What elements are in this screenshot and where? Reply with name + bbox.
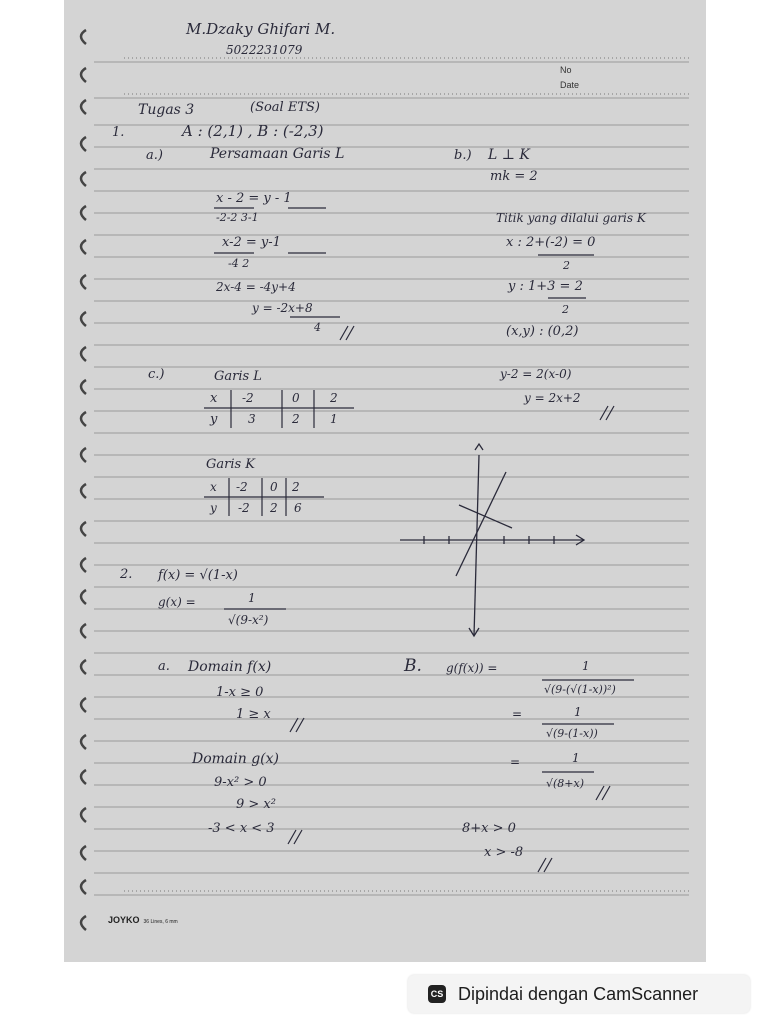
garis-k-x-2: 0 [270, 480, 278, 494]
garis-l-y-label: y [210, 412, 218, 427]
garis-k-x-3: 2 [292, 480, 300, 494]
notebook-page [64, 0, 706, 962]
q2b-step-8: √(8+x) [546, 777, 585, 790]
garis-l-y-3: 1 [330, 412, 338, 426]
garis-k-y-2: 2 [270, 501, 278, 515]
garis-k-title: Garis K [206, 457, 256, 472]
q1a-step-3: x-2 = y-1 [222, 235, 281, 250]
q1-points: A : (2,1) , B : (-2,3) [182, 122, 324, 140]
q1b-mk: mk = 2 [490, 169, 538, 184]
q2b-step-1: 1 [582, 659, 590, 673]
camscanner-text: Dipindai dengan CamScanner [458, 984, 699, 1004]
garis-l-x-1: -2 [242, 391, 254, 405]
q1a-step-2: -2-2 3-1 [216, 211, 259, 224]
q2b-step-7: 1 [572, 751, 580, 765]
q1a-step-6: y = -2x+8 [252, 301, 313, 315]
domain-g-title: Domain g(x) [192, 751, 280, 767]
q1b-step-5: (x,y) : (0,2) [506, 324, 579, 339]
camscanner-icon: CS [428, 985, 446, 1003]
q1a-step-1: x - 2 = y - 1 [216, 191, 292, 206]
q2a-title: Domain f(x) [188, 659, 272, 675]
garis-l-y-2: 2 [292, 412, 300, 426]
q2-g-left: g(x) = [158, 595, 196, 609]
q1b-step-7: y = 2x+2 [524, 391, 581, 405]
spiral-binding [81, 30, 86, 930]
q2-number: 2. [120, 567, 133, 582]
q2-g-bottom: √(9-x²) [228, 613, 269, 627]
graph-sketch [400, 444, 584, 636]
q1a-step-4: -4 2 [228, 257, 250, 270]
q2b-step-6: = [510, 755, 521, 769]
q1b-step-4: 2 [562, 303, 569, 316]
student-nrp: 5022231079 [226, 43, 303, 57]
q1b-label: b.) [454, 148, 472, 163]
garis-k-y-3: 6 [294, 501, 302, 515]
domain-g-step-3: -3 < x < 3 [208, 821, 275, 836]
notebook-brand [108, 910, 178, 928]
student-name: M.Dzaky Ghifari M. [186, 20, 336, 38]
q1c-label: c.) [148, 367, 165, 382]
q1b-titik: Titik yang dilalui garis K [496, 211, 646, 225]
q2b-lhs: g(f(x)) = [446, 661, 498, 675]
q2a-step-1: 1-x ≥ 0 [216, 685, 264, 700]
garis-k-x-1: -2 [236, 480, 248, 494]
q2b-label: B. [404, 656, 422, 676]
ruled-lines [64, 0, 706, 962]
date-label: Date [560, 80, 580, 90]
q1a-title: Persamaan Garis L [210, 146, 345, 162]
q1b-title: L ⊥ K [488, 147, 530, 163]
q2a-label: a. [158, 659, 170, 674]
tugas-title: Tugas 3 [138, 102, 195, 118]
q2b-ineq-1: 8+x > 0 [462, 821, 516, 836]
garis-l-y-1: 3 [248, 412, 256, 426]
q1b-step-6: y-2 = 2(x-0) [500, 367, 572, 381]
garis-l-x-label: x [210, 391, 218, 406]
brand-spec: 36 Lines, 6 mm [143, 919, 178, 925]
garis-k-x-label: x [210, 480, 217, 494]
domain-g-step-1: 9-x² > 0 [214, 775, 267, 790]
q1a-label: a.) [146, 148, 163, 163]
garis-l-x-2: 0 [292, 391, 300, 405]
no-label: No [560, 65, 572, 75]
garis-l-title: Garis L [214, 369, 262, 384]
q1b-step-2: 2 [563, 259, 570, 272]
q2a-step-2: 1 ≥ x [236, 707, 271, 722]
q1b-step-1: x : 2+(-2) = 0 [506, 235, 596, 250]
q2b-step-2: √(9-(√(1-x))²) [544, 683, 616, 696]
q2b-step-5: √(9-(1-x)) [546, 727, 598, 740]
soal-title: (Soal ETS) [250, 100, 320, 115]
q1b-step-3: y : 1+3 = 2 [508, 279, 583, 294]
camscanner-badge [408, 975, 750, 1013]
q2-f: f(x) = √(1-x) [158, 568, 238, 583]
domain-g-step-2: 9 > x² [236, 797, 276, 812]
q2b-step-4: 1 [574, 705, 582, 719]
garis-l-x-3: 2 [330, 391, 338, 405]
q1a-step-5: 2x-4 = -4y+4 [216, 280, 296, 294]
q1-number: 1. [112, 125, 125, 140]
brand-name: JOYKO [108, 915, 140, 925]
garis-k-y-label: y [210, 501, 217, 515]
q2-g-top: 1 [248, 591, 256, 605]
q2b-step-3: = [512, 707, 523, 721]
q1a-step-7: 4 [314, 321, 321, 334]
garis-k-y-1: -2 [238, 501, 250, 515]
q2b-ineq-2: x > -8 [484, 845, 524, 860]
